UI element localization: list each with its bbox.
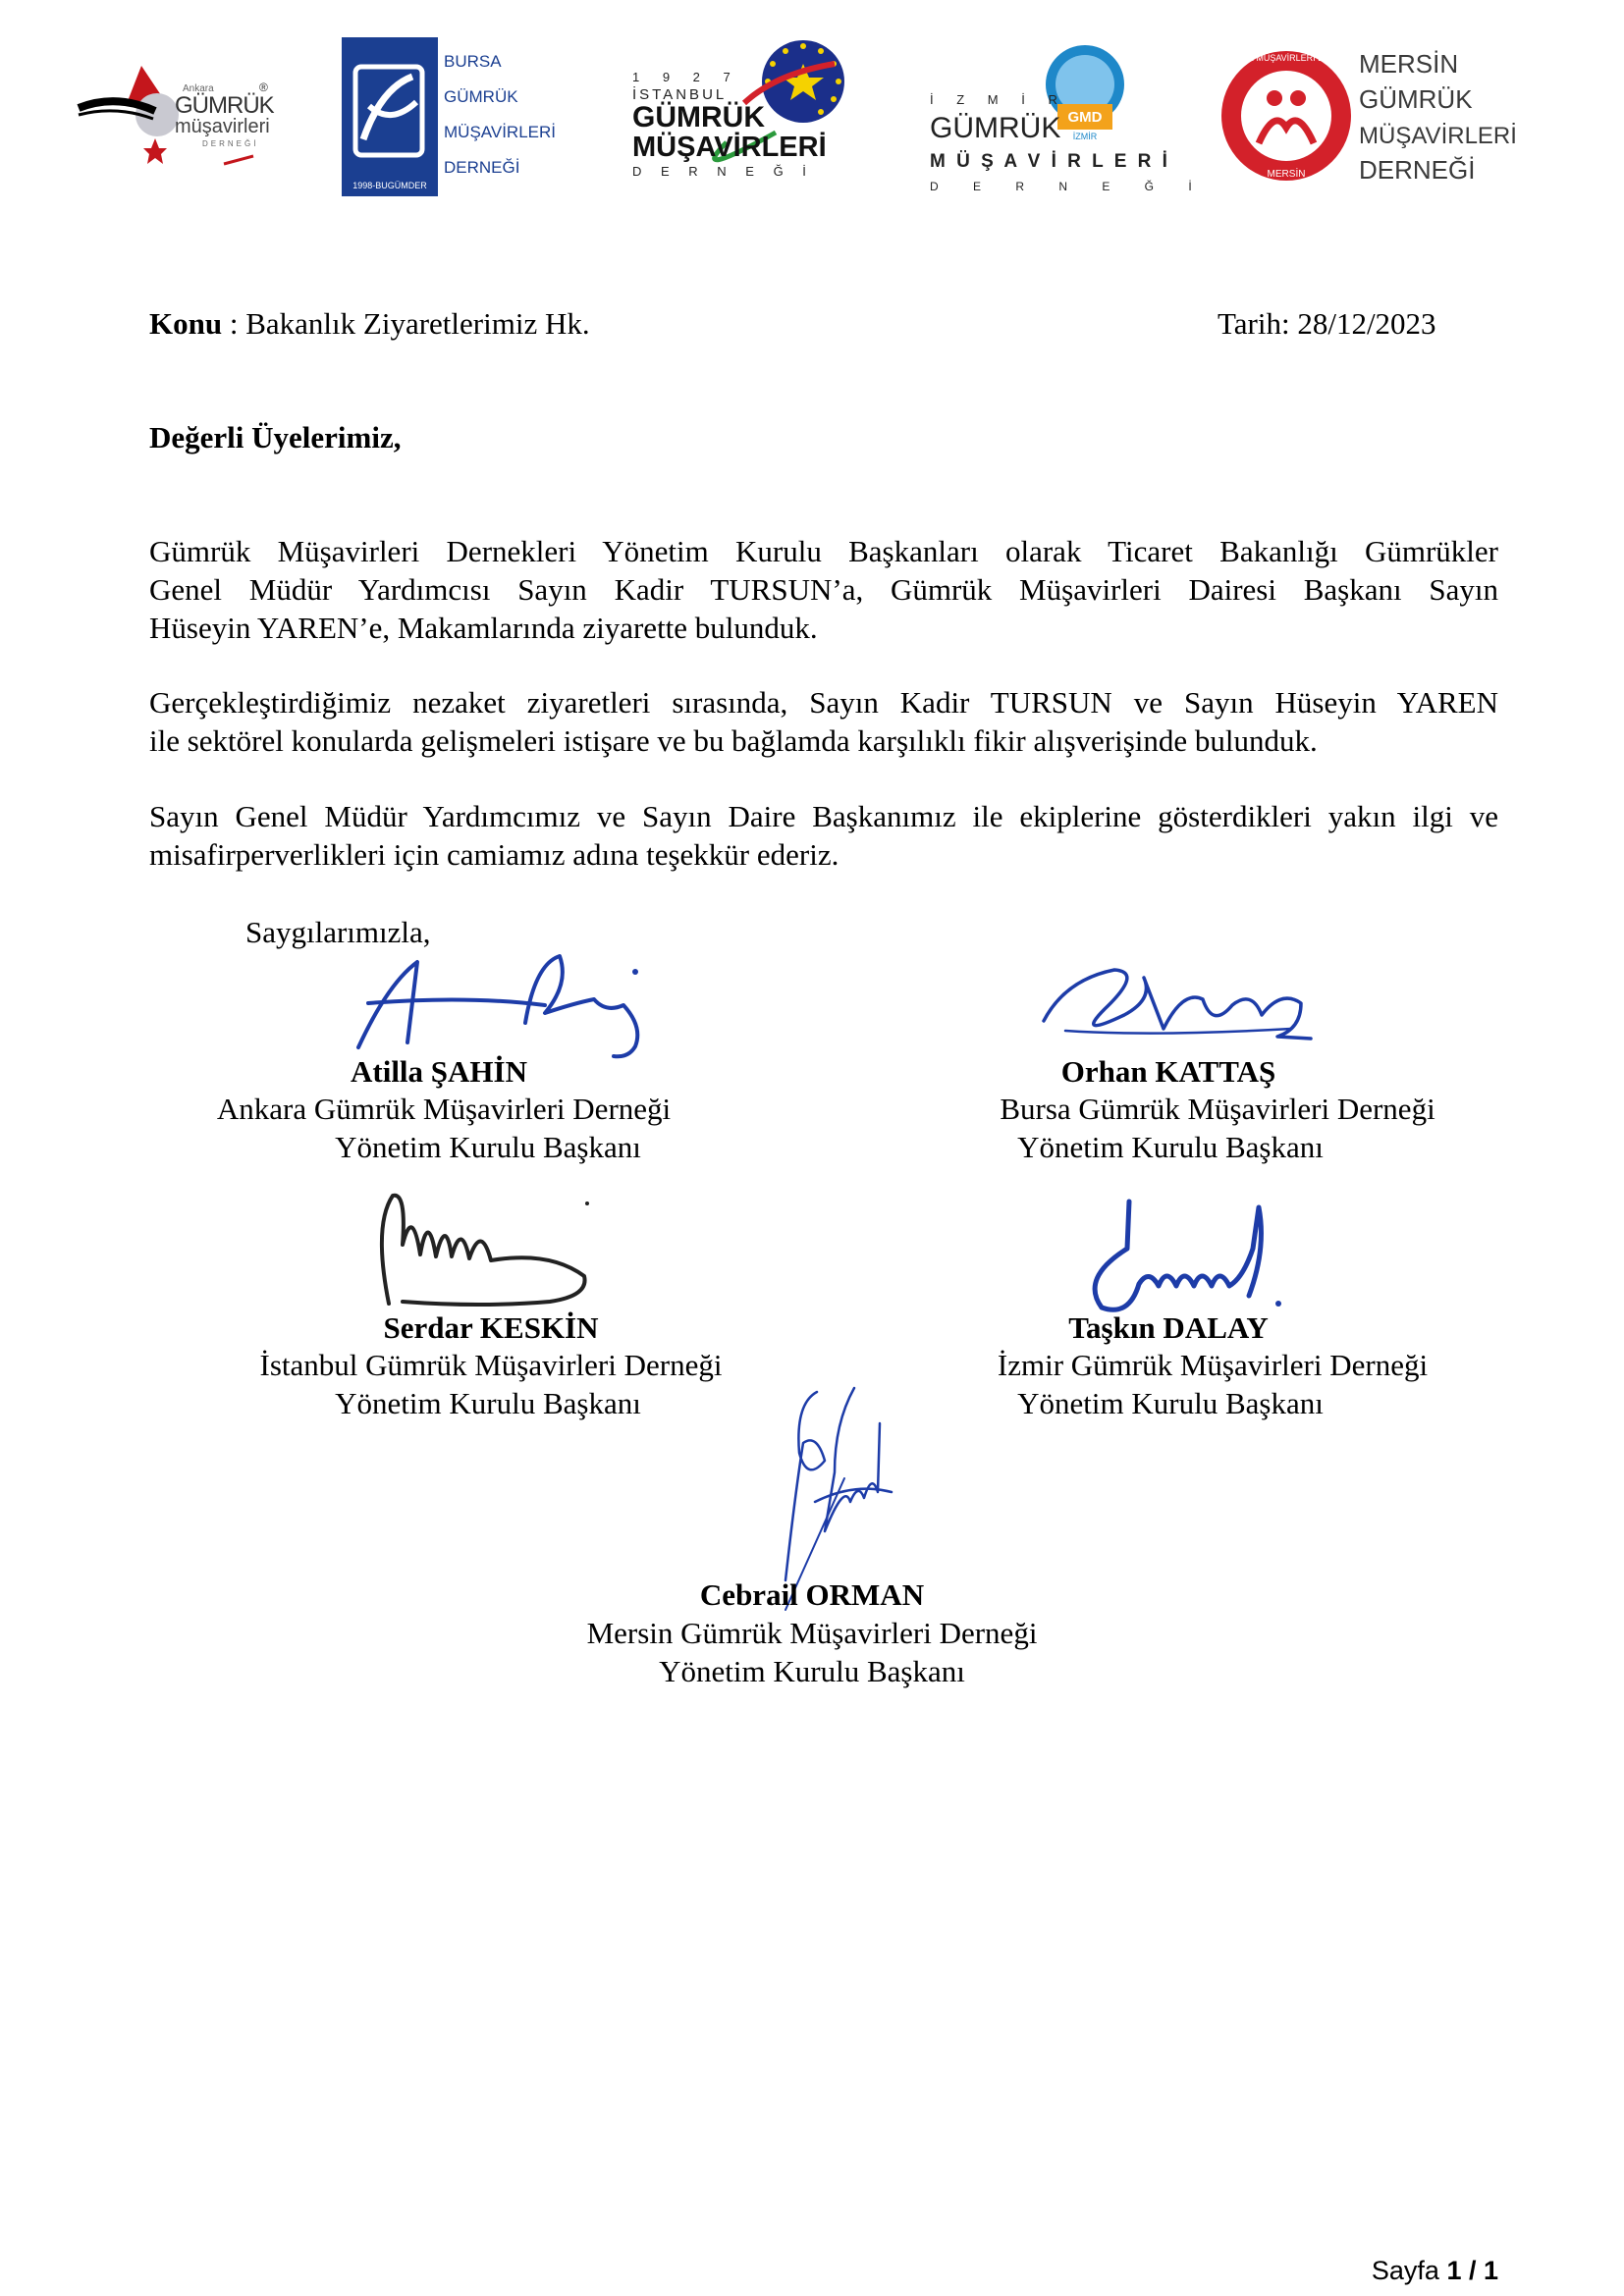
signatory-3-org: İstanbul Gümrük Müşavirleri Derneği xyxy=(259,1348,723,1382)
ankara-association-logo xyxy=(77,54,278,172)
paragraph-3-line-1: Sayın Genel Müdür Yardımcımız ve Sayın Daire Başkanımız ile ekiplerine gösterdikleri yakın ilgi ve xyxy=(149,799,1498,833)
paragraph-3-line-2: misafirperverlikleri için camiamız adına teşekkür ederiz. xyxy=(149,837,839,872)
bursa-logo-word2: GÜMRÜK xyxy=(444,87,518,106)
signatory-1-name: Atilla ŞAHİN xyxy=(351,1054,527,1089)
paragraph-2-line-2: ile sektörel konularda gelişmeleri istişare ve bu bağlamda karşılıklı fikir alışverişinde bulunduk. xyxy=(149,723,1318,758)
signatory-3-name: Serdar KESKİN xyxy=(383,1310,599,1345)
page-number xyxy=(1372,2256,1498,2286)
signature-serdar-keskin xyxy=(363,1186,599,1313)
signatory-1-org: Ankara Gümrük Müşavirleri Derneği xyxy=(216,1092,672,1126)
page-value: 1 / 1 xyxy=(1446,2256,1498,2285)
istanbul-association-logo xyxy=(628,34,856,191)
istanbul-logo-year: 1 9 2 7 xyxy=(632,70,740,84)
izmir-logo-word1: GÜMRÜK xyxy=(930,112,1061,144)
mersin-logo-ring-bottom: MERSİN xyxy=(1267,169,1306,180)
mersin-logo-word1: MERSİN xyxy=(1359,49,1459,79)
mersin-logo-word4: DERNEĞİ xyxy=(1359,155,1476,185)
bursa-logo-word4: DERNEĞİ xyxy=(444,158,520,177)
izmir-logo-word2: M Ü Ş A V İ R L E R İ xyxy=(930,151,1170,172)
signatory-2-name: Orhan KATTAŞ xyxy=(1060,1054,1276,1089)
istanbul-logo-word3: D E R N E Ğ İ xyxy=(632,164,814,179)
subject-line xyxy=(149,306,590,342)
signature-orhan-kattas xyxy=(1036,960,1321,1058)
izmir-association-logo xyxy=(928,39,1208,196)
mersin-logo-ring-top: GÜMRÜK MÜŞAVİRLERİ DERNEĞİ xyxy=(1214,53,1359,63)
istanbul-logo-city: İSTANBUL xyxy=(632,86,728,103)
izmir-logo-city: İ Z M İ R xyxy=(930,92,1067,107)
signatory-2-org: Bursa Gümrük Müşavirleri Derneği xyxy=(1000,1092,1435,1126)
subject-separator: : xyxy=(222,306,246,341)
paragraph-1-line-1: Gümrük Müşavirleri Dernekleri Yönetim Kurulu Başkanları olarak Ticaret Bakanlığı Gümrükler xyxy=(149,534,1498,568)
mersin-logo-word3: MÜŞAVİRLERİ xyxy=(1359,123,1517,149)
signatory-2-title: Yönetim Kurulu Başkanı xyxy=(1017,1130,1324,1164)
paragraph-2 xyxy=(149,683,1498,760)
bursa-logo-year: 1998-BUGÜMDER xyxy=(352,181,427,190)
izmir-logo-badge: GMD xyxy=(1067,109,1103,126)
subject-label: Konu xyxy=(149,306,223,341)
signatory-5-org: Mersin Gümrük Müşavirleri Derneği xyxy=(586,1616,1038,1650)
istanbul-logo-word2: MÜŞAVİRLERİ xyxy=(632,132,827,163)
subject-text: Bakanlık Ziyaretlerimiz Hk. xyxy=(245,306,590,341)
ankara-logo-word1: GÜMRÜK xyxy=(175,92,274,119)
bursa-association-logo xyxy=(342,37,556,196)
paragraph-3 xyxy=(149,797,1498,874)
signatory-4-title: Yönetim Kurulu Başkanı xyxy=(1017,1386,1324,1420)
ankara-logo-word2: müşavirleri xyxy=(175,116,270,137)
mersin-association-logo xyxy=(1214,37,1517,199)
page-label: Sayfa xyxy=(1371,2256,1439,2285)
bursa-logo-word3: MÜŞAVİRLERİ xyxy=(444,123,556,141)
salutation: Değerli Üyelerimiz, xyxy=(149,420,402,454)
signatory-5-name: Cebrail ORMAN xyxy=(699,1577,925,1612)
mersin-logo-word2: GÜMRÜK xyxy=(1359,84,1473,114)
signature-taskin-dalay xyxy=(1070,1190,1296,1317)
signatory-5-title: Yönetim Kurulu Başkanı xyxy=(659,1654,965,1688)
ankara-logo-word3: DERNEĞİ xyxy=(202,139,259,148)
signatory-3-title: Yönetim Kurulu Başkanı xyxy=(335,1386,641,1420)
izmir-logo-badge-sub: İZMİR xyxy=(1072,132,1098,141)
bursa-logo-word1: BURSA xyxy=(444,52,502,71)
signatory-4-org: İzmir Gümrük Müşavirleri Derneği xyxy=(997,1348,1429,1382)
izmir-logo-word3: D E R N E Ğ İ xyxy=(930,180,1208,193)
paragraph-1 xyxy=(149,532,1498,647)
istanbul-logo-word1: GÜMRÜK xyxy=(632,101,765,133)
ankara-logo-city: Ankara xyxy=(183,83,214,94)
signature-cebrail-orman xyxy=(756,1384,903,1610)
date-line: Tarih: 28/12/2023 xyxy=(1218,306,1436,341)
closing: Saygılarımızla, xyxy=(245,915,431,949)
svg-text:®: ® xyxy=(259,80,268,94)
signatory-1-title: Yönetim Kurulu Başkanı xyxy=(335,1130,641,1164)
signatory-4-name: Taşkın DALAY xyxy=(1068,1310,1269,1345)
paragraph-1-line-2: Genel Müdür Yardımcısı Sayın Kadir TURSUN’a, Gümrük Müşavirleri Dairesi Başkanı Sayın xyxy=(149,572,1498,607)
paragraph-1-line-3: Hüseyin YAREN’e, Makamlarında ziyarette bulunduk. xyxy=(149,611,818,645)
paragraph-2-line-1: Gerçekleştirdiğimiz nezaket ziyaretleri sırasında, Sayın Kadir TURSUN ve Sayın Hüseyin YAREN xyxy=(149,685,1498,720)
signature-atilla-sahin xyxy=(349,944,653,1062)
